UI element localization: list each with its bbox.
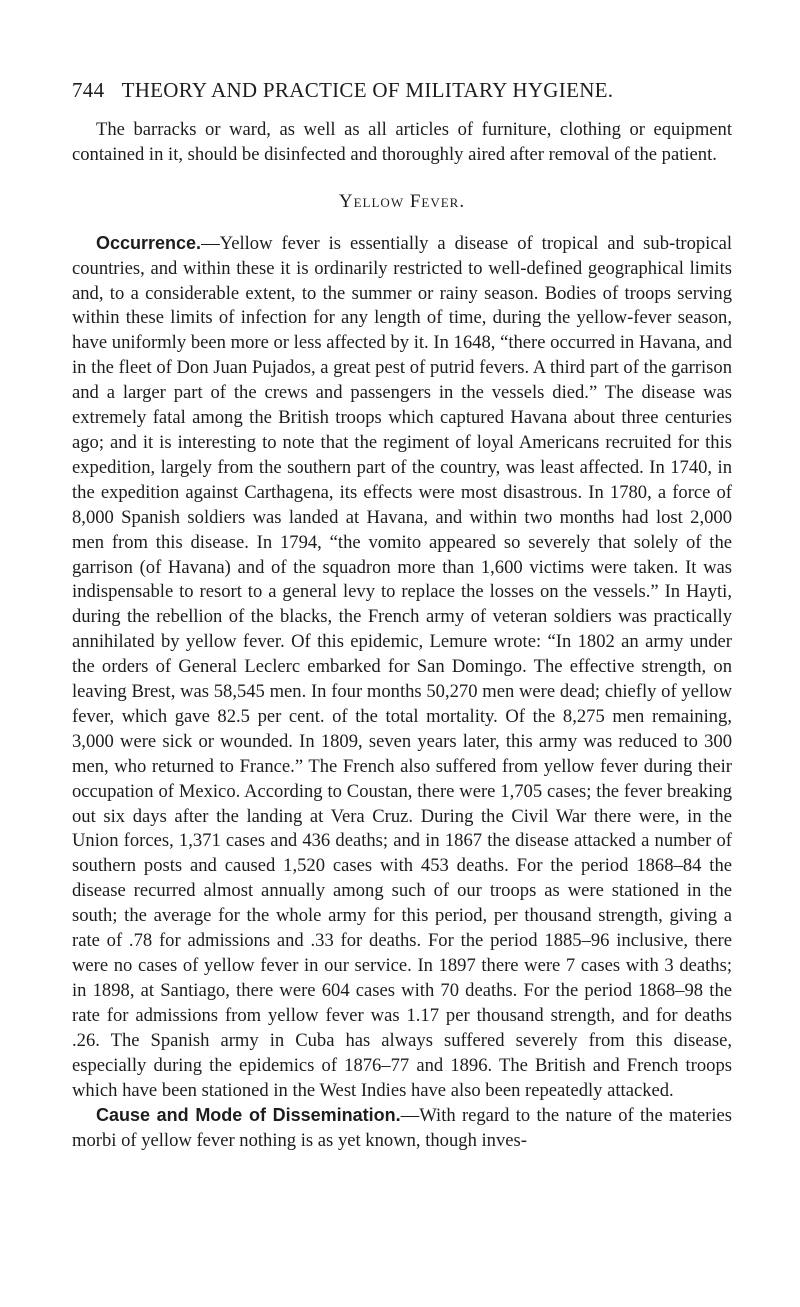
section-title: Yellow Fever. bbox=[338, 190, 466, 212]
cause-heading: Cause and Mode of Dissemination. bbox=[96, 1105, 401, 1126]
cause-text: —With regard to the nature of the materies morbi of yellow fever nothing is as yet known, though inves- bbox=[72, 1105, 732, 1152]
running-title: THEORY AND PRACTICE OF MILITARY HYGIENE. bbox=[121, 78, 614, 102]
paragraph-cause bbox=[72, 1103, 732, 1154]
running-head bbox=[72, 78, 732, 103]
paragraph-occurrence bbox=[72, 231, 732, 1104]
paragraph-disinfection: The barracks or ward, as well as all articles of furniture, clothing or equipment contained in it, should be disinfected and thoroughly aired after removal of the patient. bbox=[72, 119, 732, 165]
occurrence-heading: Occurrence. bbox=[96, 232, 202, 253]
page-number: 744 bbox=[72, 78, 105, 102]
body-text bbox=[72, 118, 732, 1154]
occurrence-text: —Yellow fever is essentially a disease of tropical and sub-tropical countries, and within these it is ordinarily restricted to well-defined geographical limits and, to a considerable extent, to the summer or rainy season. Bodies of troops serving within these limits of infection for any length of time, during the yellow-fever season, have uniformly been more or less affected by it. In 1648, “there occurred in Havana, and in the fleet of Don Juan Pujados, a great pest of putrid fevers. A third part of the garrison and a larger part of the crews and passengers in the vessels died.” The disease was extremely fatal among the British troops which captured Havana about three centuries ago; and it is interesting to note that the regiment of loyal Americans recruited for this expedition, largely from the southern part of the country, was least affected. In 1740, in the expedition against Carthagena, its effects were most disastrous. In 1780, a force of 8,000 Spanish soldiers was landed at Havana, and within two months had lost 2,000 men from this disease. In 1794, “the vomito appeared so severely that solely of the garrison (of Havana) and of the squadron more than 1,600 victims were taken. It was indispensable to resort to a general levy to replace the losses on the vessels.” In Hayti, during the rebellion of the blacks, the French army of veteran soldiers was practically annihilated by yellow fever. Of this epidemic, Lemure wrote: “In 1802 an army under the orders of General Leclerc embarked for San Domingo. The effective strength, on leaving Brest, was 58,545 men. In four months 50,270 men were dead; chiefly of yellow fever, which gave 82.5 per cent. of the total mortality. Of the 8,275 men remaining, 3,000 were sick or wounded. In 1809, seven years later, this army was reduced to 300 men, who returned to France.” The French also suffered from yellow fever during their occupation of Mexico. According to Coustan, there were 1,705 cases; the fever breaking out six days after the landing at Vera Cruz. During the Civil War there were, in the Union forces, 1,371 cases and 436 deaths; and in 1867 the disease attacked a number of southern posts and caused 1,520 cases with 453 deaths. For the period 1868–84 the disease recurred almost annually among such of our troops as were stationed in the south; the average for the whole army for this period, per thousand strength, giving a rate of .78 for admissions and .33 for deaths. For the period 1885–96 inclusive, there were no cases of yellow fever in our service. In 1897 there were 7 cases with 3 deaths; in 1898, at Santiago, there were 604 cases with 70 deaths. For the period 1868–98 the rate for admissions from yellow fever was 1.17 per thousand strength, and for deaths .26. The Spanish army in Cuba has always suffered severely from this disease, especially during the epidemics of 1876–77 and 1896. The British and French troops which have been stationed in the West Indies have also been repeatedly attacked. bbox=[72, 232, 732, 1101]
